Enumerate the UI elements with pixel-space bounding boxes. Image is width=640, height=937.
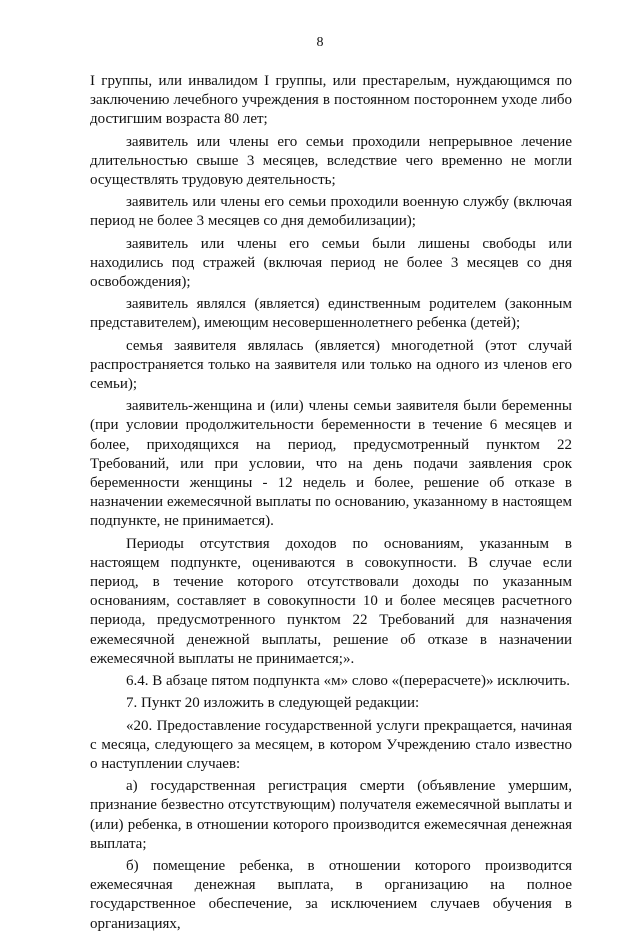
page-number: 8 — [316, 35, 324, 50]
paragraph: б) помещение ребенка, в отношении которого производится ежемесячная денежная выплата, в организацию на полное государственное обеспечение, за исключением случаев обучения в организациях, — [90, 857, 572, 932]
paragraph: I группы, или инвалидом I группы, или престарелым, нуждающимся по заключению лечебного учреждения в постоянном постороннем уходе либо достигшим возраста 80 лет; — [90, 73, 572, 128]
paragraph: «20. Предоставление государственной услуги прекращается, начиная с месяца, следующего за месяцем, в котором Учреждению стало известно о наступлении случаев: — [90, 717, 572, 772]
paragraph: заявитель или члены его семьи проходили непрерывное лечение длительностью свыше 3 месяцев, вследствие чего временно не могли осуществлять трудовую деятельность; — [90, 133, 572, 189]
paragraph: Периоды отсутствия доходов по основаниям, указанным в настоящем подпункте, оцениваются в совокупности. В случае если период, в течение которого отсутствовали доходы по указанным основаниям, составляет в совокупности 10 и более месяцев расчетного периода, предусмотренного пунктом 22 Требований для назначения ежемесячной денежной выплаты, решение об отказе в назначении ежемесячной выплаты не принимается;». — [90, 535, 572, 667]
paragraph: 7. Пункт 20 изложить в следующей редакции: — [126, 695, 420, 712]
paragraph: заявитель или члены его семьи были лишены свободы или находились под стражей (включая период не более 3 месяцев со дня освобождения); — [90, 235, 572, 291]
paragraph: заявитель являлся (является) единственным родителем (законным представителем), имеющим несовершеннолетнего ребенка (детей); — [90, 296, 572, 332]
paragraph: семья заявителя являлась (является) многодетной (этот случай распространяется только на заявителя или только на одного из членов его семьи); — [90, 337, 572, 393]
paragraph: заявитель-женщина и (или) члены семьи заявителя были беременны (при условии продолжительности беременности в течение 6 месяцев и более, приходящихся на период, предусмотренный пунктом 22 Требований, или при условии, что на день подачи заявления срок беременности женщины - 12 недель и более, решение об отказе в назначении ежемесячной выплаты по основанию, указанному в настоящем подпункте, не принимается). — [90, 398, 572, 530]
paragraph: 6.4. В абзаце пятом подпункта «м» слово «(перерасчете)» исключить. — [126, 673, 571, 690]
paragraph: заявитель или члены его семьи проходили военную службу (включая период не более 3 месяцев со дня демобилизации); — [90, 194, 572, 230]
document-body — [90, 72, 572, 937]
paragraph: а) государственная регистрация смерти (объявление умершим, признание безвестно отсутствующим) получателя ежемесячной выплаты и (или) ребенка, в отношении которого производится ежемесячная денежная выплата; — [90, 778, 572, 852]
